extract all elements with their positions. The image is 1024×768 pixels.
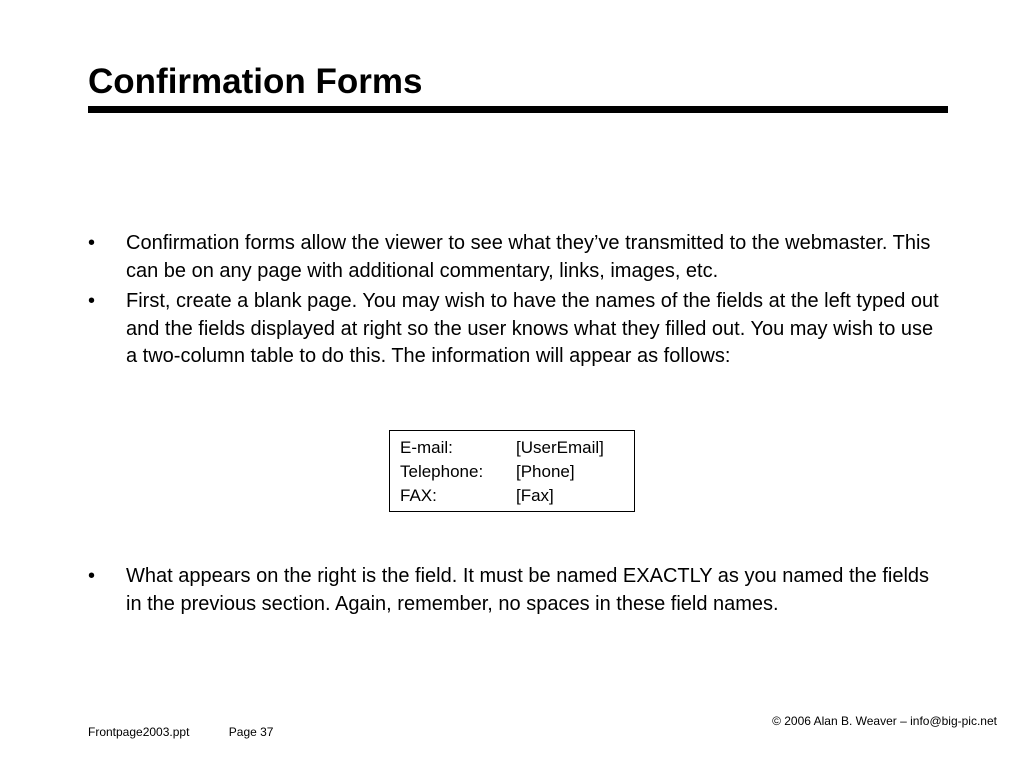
bullet-text: Confirmation forms allow the viewer to see what they’ve transmitted to the webmaster. This can be on any page with additional commentary, links, images, etc. — [126, 232, 931, 282]
bullet-text: First, create a blank page. You may wish to have the names of the fields at the left typed out and the fields displayed at right so the user knows what they filled out. You may wish to use a two-column table to do this. The information will appear as follows: — [126, 290, 939, 367]
field-label: E-mail: — [400, 438, 453, 457]
bullet-item — [88, 288, 948, 371]
field-value: [Phone] — [516, 462, 575, 481]
footer-filename: Frontpage2003.ppt — [88, 725, 190, 739]
table-row — [400, 436, 634, 460]
field-value: [UserEmail] — [516, 438, 604, 457]
slide-title: Confirmation Forms — [88, 62, 423, 101]
footer-page-number: Page 37 — [228, 725, 274, 739]
field-example-table — [389, 430, 635, 512]
bullet-item — [88, 230, 948, 285]
bullet-list-bottom — [88, 563, 948, 621]
footer-copyright: © 2006 Alan B. Weaver – info@big-pic.net — [772, 714, 997, 728]
bullet-text: What appears on the right is the field. It must be named EXACTLY as you named the fields in the previous section. Again, remember, no spaces in these field names. — [126, 565, 930, 615]
field-label: Telephone: — [400, 462, 484, 481]
title-underline — [88, 106, 948, 113]
table-row — [400, 484, 634, 508]
field-value: [Fax] — [516, 486, 554, 505]
bullet-item — [88, 563, 948, 618]
table-row — [400, 460, 634, 484]
field-label: FAX: — [400, 486, 437, 505]
footer-left — [88, 725, 273, 739]
bullet-icon: • — [88, 565, 96, 587]
bullet-icon: • — [88, 232, 96, 254]
bullet-list-top — [88, 230, 948, 374]
bullet-icon: • — [88, 290, 96, 312]
